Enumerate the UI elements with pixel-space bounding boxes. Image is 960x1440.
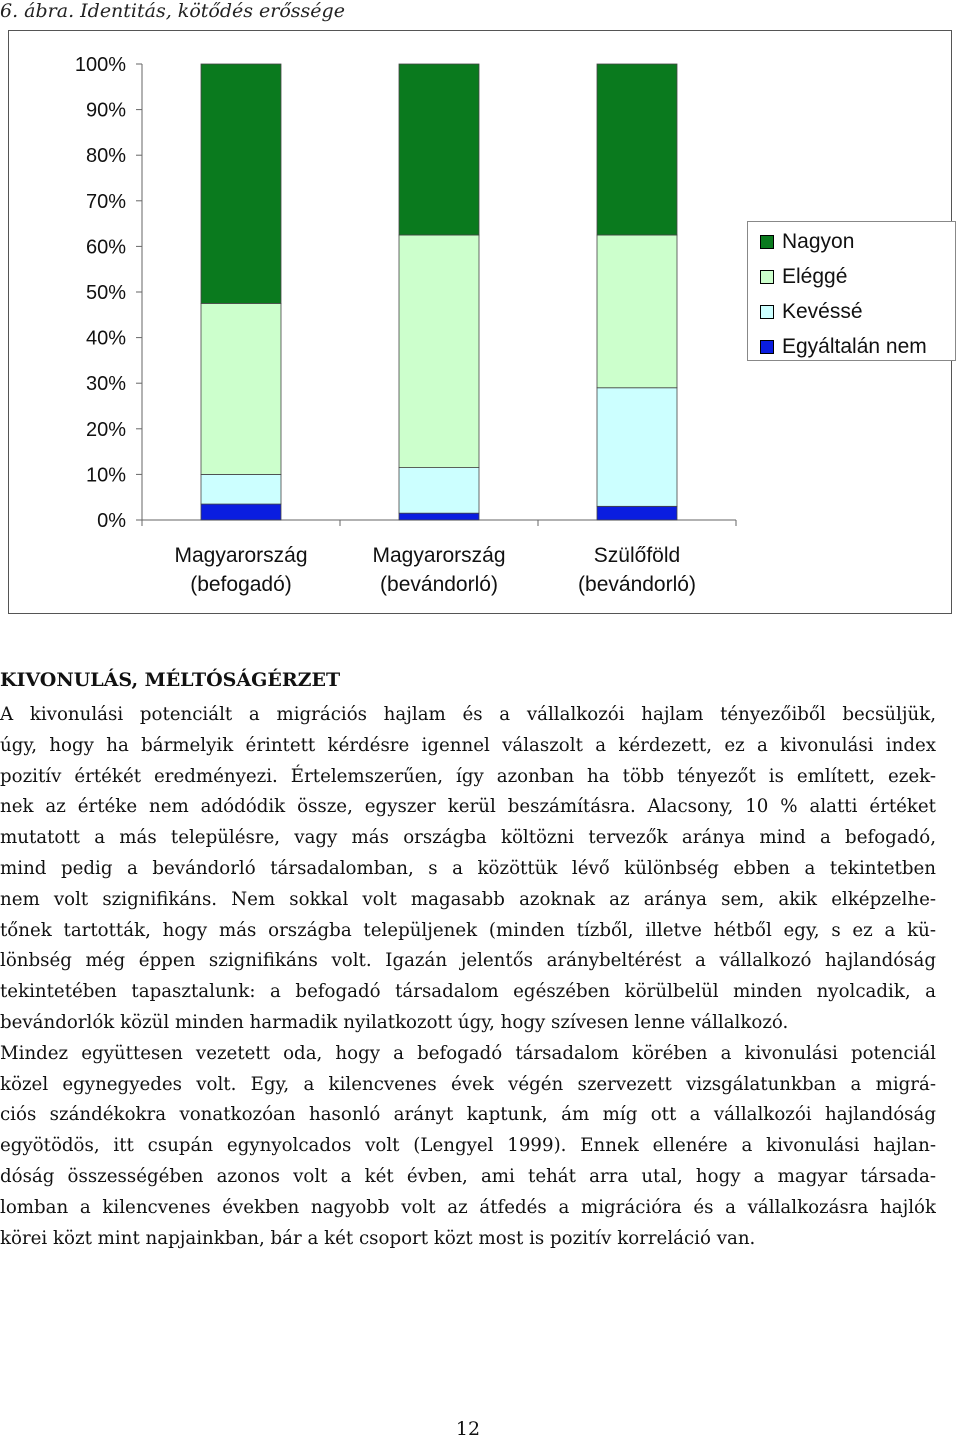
paragraph-line: egyötödös, itt csupán egynyolcados volt (Lengyel 1999). Ennek ellenére a kivonulási hajlan-: [0, 1135, 936, 1157]
legend-label-nagyon: Nagyon: [782, 230, 855, 253]
x-tick-label: Magyarország: [174, 544, 308, 567]
y-tick-label: 10%: [85, 464, 126, 487]
bar-segment: [597, 388, 677, 507]
paragraph-line: mutatott a más településre, vagy más országba költözni tervezők aránya mind a befogadó,: [0, 827, 936, 849]
paragraph-line: A kivonulási potenciált a migrációs hajlam és a vállalkozói hajlam tényezőiből becsüljük,: [0, 704, 936, 725]
paragraph-line: nem volt szignifikáns. Nem sokkal volt magasabb azoknak az aránya sem, akik elképzelhe-: [0, 888, 936, 910]
y-tick-label: 0%: [97, 510, 126, 532]
paragraph-line: tőnek tartották, hogy más országba települjenek (minden tízből, illetve hétből egy, s ez a kü-: [0, 919, 936, 941]
y-tick-label: 100%: [74, 54, 126, 76]
x-tick-label: Szülőföld: [593, 544, 681, 567]
y-tick-label: 70%: [85, 190, 126, 213]
legend-item-egyaltalan-nem: [760, 332, 927, 362]
legend-swatch-nagyon: [760, 235, 774, 249]
bar-segment: [201, 504, 281, 520]
x-tick-label: (befogadó): [190, 573, 292, 596]
paragraph-line: Mindez együttesen vezetett oda, hogy a befogadó társadalom körében a kivonulási potenciál: [0, 1042, 936, 1064]
paragraph-line: közel egynegyedes volt. Egy, a kilencvenes évek végén szervezett vizsgálatunkban a migrá-: [0, 1073, 936, 1095]
y-tick-label: 90%: [85, 99, 126, 122]
paragraph-line: pozitív értékét eredményezi. Értelemszerűen, így azonban ha több tényezőt is említett, ezek-: [0, 765, 936, 787]
y-tick-label: 40%: [85, 327, 126, 350]
paragraph-line: ciós szándékokra vonatkozóan hasonló arányt kaptunk, ám míg ott a vállalkozói hajlandóság: [0, 1104, 936, 1126]
bar-segment: [597, 64, 677, 235]
figure-caption: 6. ábra. Identitás, kötődés erőssége: [0, 0, 345, 22]
y-tick-label: 30%: [85, 373, 126, 396]
bar-segment: [597, 506, 677, 520]
paragraph-line: úgy, hogy ha bármelyik érintett kérdésre igennel válaszolt a kérdezett, ez a kivonulási index: [0, 734, 936, 756]
paragraph-line: körei közt mint napjainkban, bár a két csoport közt most is pozitív korreláció van.: [0, 1227, 756, 1249]
paragraph-line: bevándorlók közül minden harmadik nyilatkozott úgy, hogy szívesen lenne vállalkozó.: [0, 1012, 789, 1033]
y-tick-label: 60%: [85, 236, 126, 259]
paragraph-line: lomban a kilencvenes években nagyobb volt az átfedés a migrációra és a vállalkozásra hajlók: [0, 1196, 936, 1218]
page-number: 12: [455, 1418, 481, 1440]
legend-label-elegge: Eléggé: [782, 265, 848, 288]
x-tick-label: (bevándorló): [578, 573, 696, 596]
chart-legend: [747, 221, 956, 361]
paragraph-line: tekintetében tapasztalunk: a befogadó társadalom egészében körülbelül minden nyolcadik, a: [0, 981, 936, 1003]
legend-swatch-kevesse: [760, 305, 774, 319]
y-tick-label: 50%: [85, 282, 126, 304]
paragraph-line: lönbség még éppen szignifikáns volt. Igazán jelentős aránybeltérést a vállalkozó hajlandóság: [0, 950, 936, 972]
paragraph-line: dóság összességében azonos volt a két évben, ami tehát arra utal, hogy a magyar társada-: [0, 1166, 936, 1187]
x-tick-label: Magyarország: [372, 544, 506, 567]
y-tick-label: 80%: [85, 145, 126, 168]
y-tick-label: 20%: [85, 418, 126, 441]
paragraph-line: nek az értéke nem adódódik össze, egyszer kerül beszámításra. Alacsony, 10 % alatti értéket: [0, 796, 936, 818]
bar-segment: [399, 513, 479, 520]
bar-segment: [201, 64, 281, 303]
bar-segment: [597, 235, 677, 388]
bar-segment: [201, 474, 281, 504]
bar-segment: [399, 468, 479, 514]
x-tick-label: (bevándorló): [380, 573, 498, 596]
bar-segment: [399, 64, 479, 235]
legend-item-elegge: [760, 262, 847, 292]
legend-item-kevesse: [760, 297, 863, 327]
legend-label-egyaltalan-nem: Egyáltalán nem: [782, 335, 927, 358]
section-heading: KIVONULÁS, MÉLTÓSÁGÉRZET: [0, 669, 341, 691]
legend-swatch-elegge: [760, 270, 774, 284]
bar-segment: [399, 235, 479, 468]
legend-item-nagyon: [760, 227, 854, 257]
chart-frame: [8, 30, 952, 614]
legend-label-kevesse: Kevéssé: [782, 300, 863, 323]
bar-segment: [201, 303, 281, 474]
paragraph-line: mind pedig a bevándorló társadalomban, s a közöttük lévő különbség ebben a tekintetben: [0, 858, 936, 879]
legend-swatch-egyaltalan-nem: [760, 340, 774, 354]
